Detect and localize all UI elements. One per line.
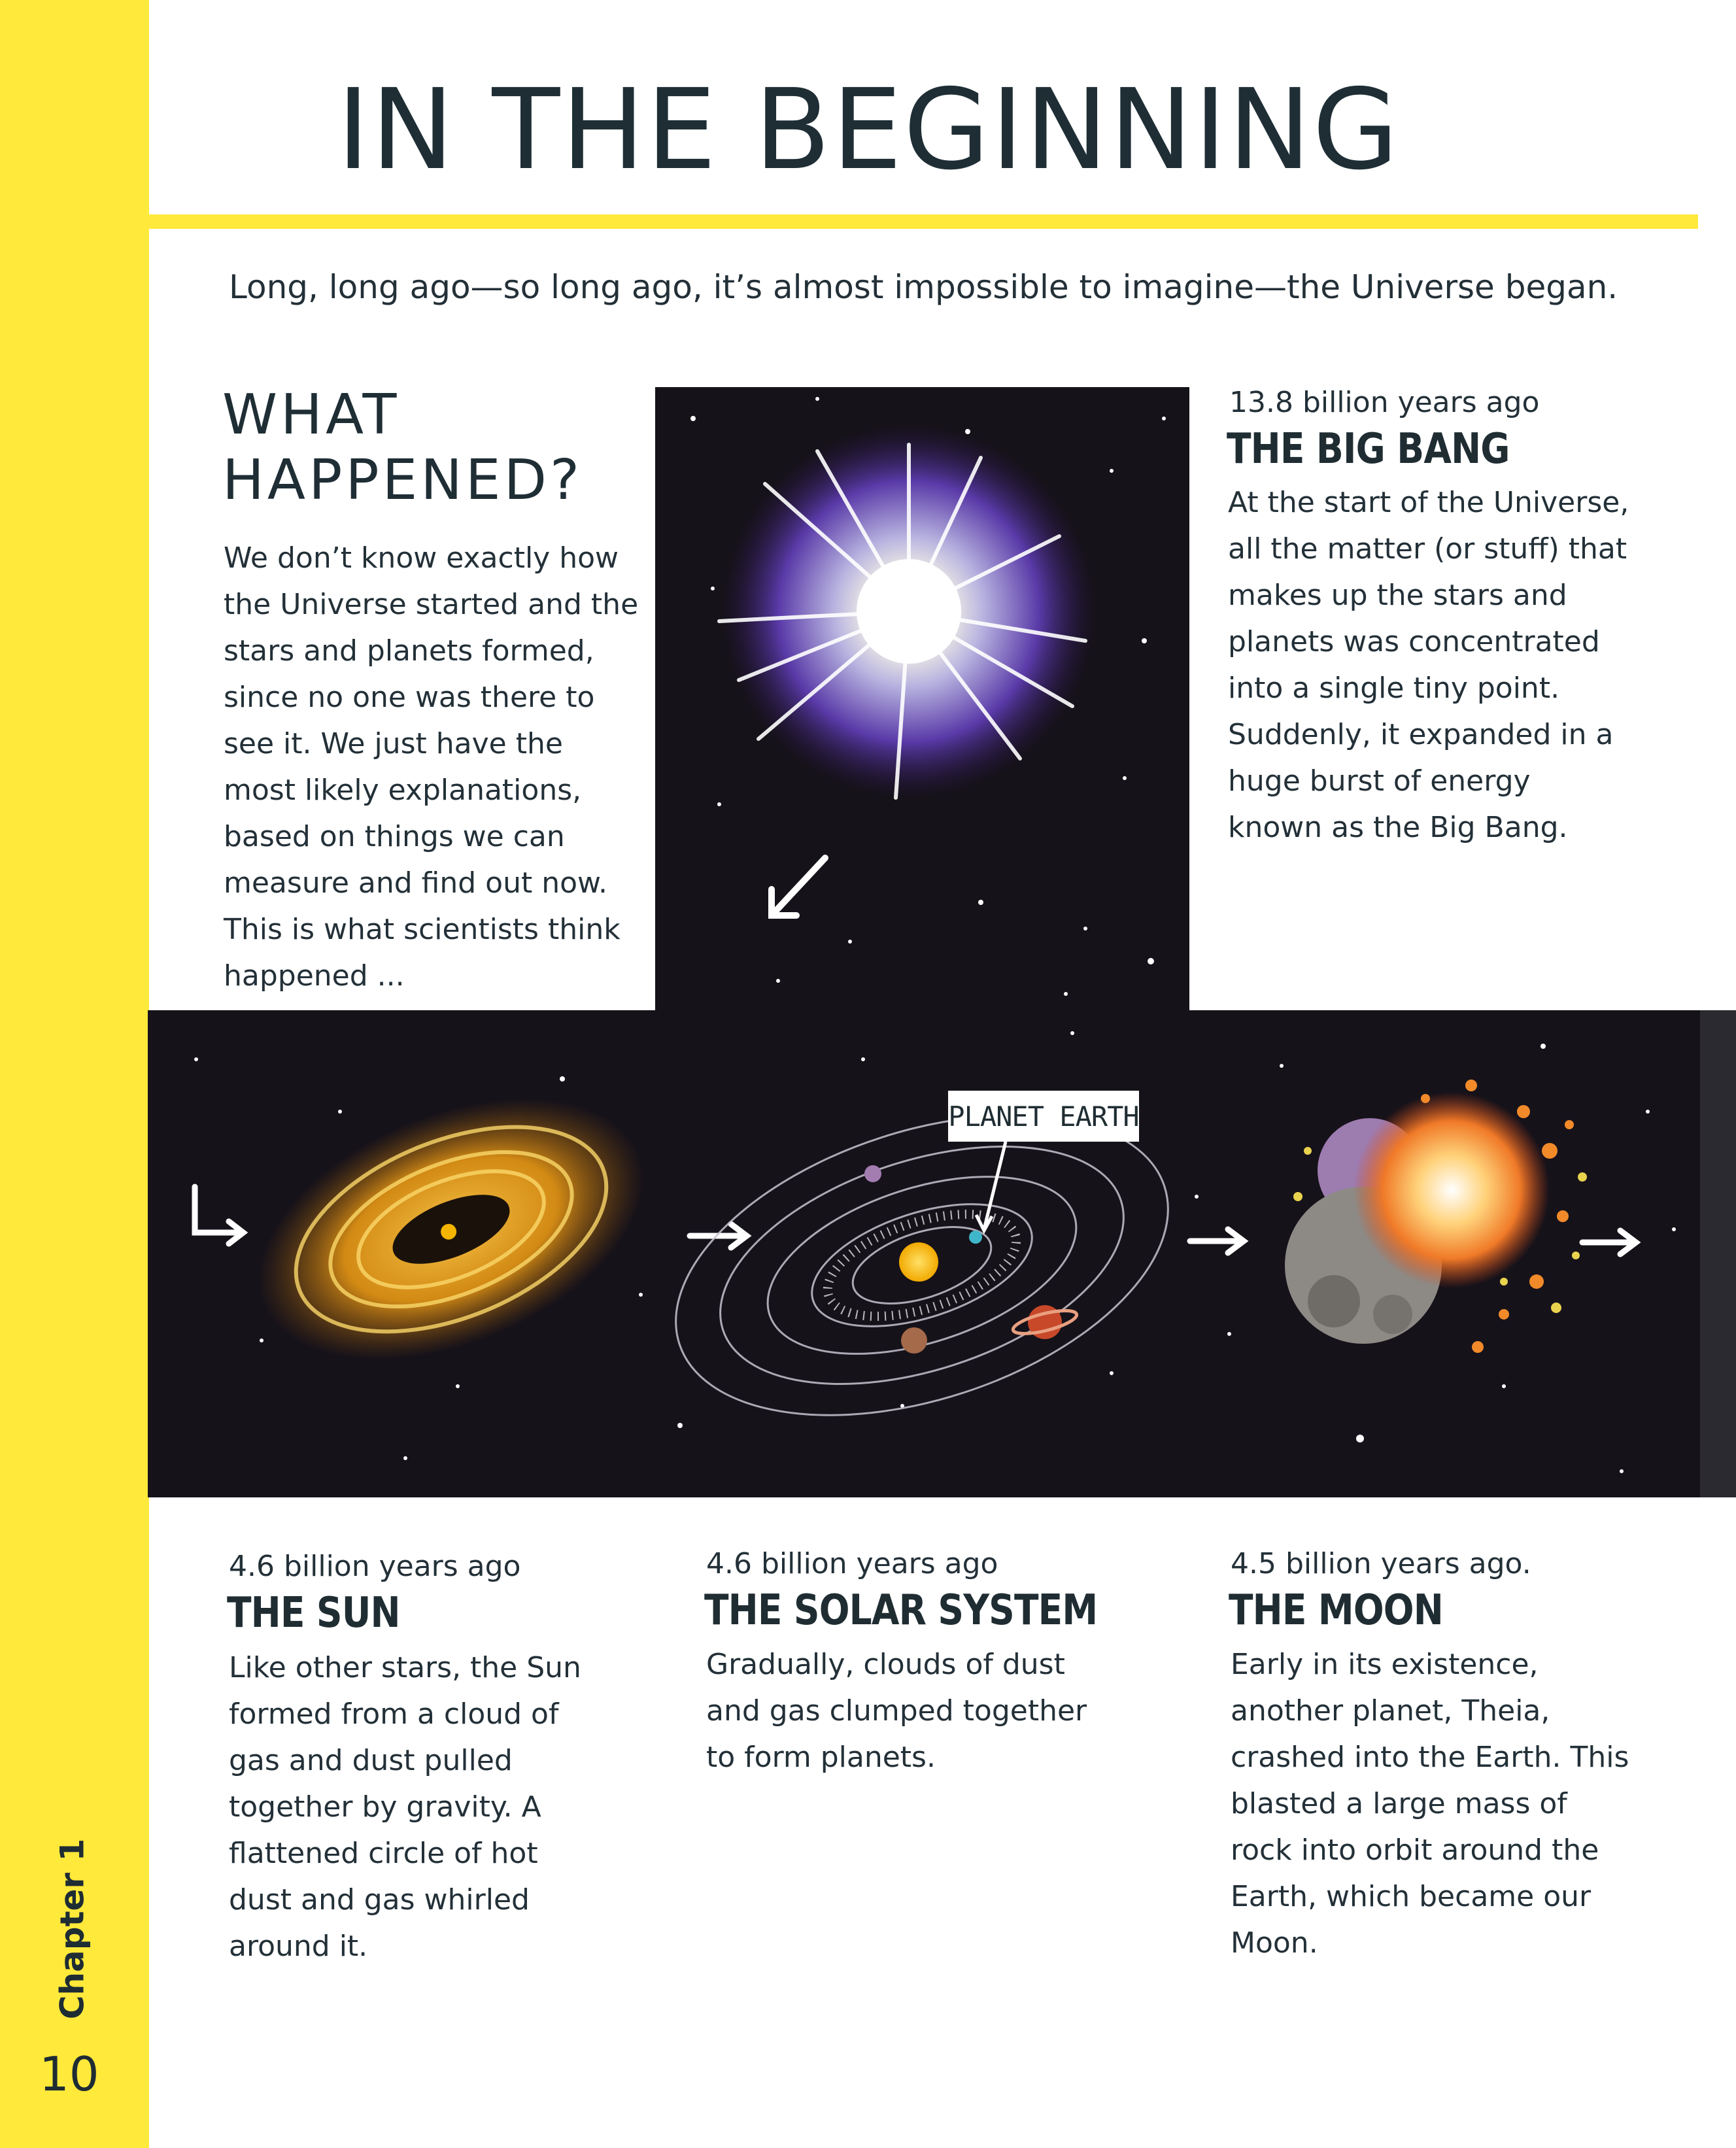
chapter-label-text: Chapter 1 xyxy=(53,1838,91,2020)
what-happened-heading xyxy=(222,383,583,513)
intro-text: Long, long ago—so long ago, it’s almost impossible to imagine—the Universe began. xyxy=(229,268,1618,306)
what-happened-body: We don’t know exactly how the Universe started and the stars and planets formed, since no one was there to see it. We just have the most likely explanations, based on things we can measure and find out now. This is what scientists think happened ... xyxy=(224,541,639,993)
moon-title: THE MOON xyxy=(1229,1586,1443,1635)
solar-system-title: THE SOLAR SYSTEM xyxy=(704,1586,1098,1635)
big-bang-title: THE BIG BANG xyxy=(1227,425,1510,473)
planet-earth-label: PLANET EARTH xyxy=(948,1100,1139,1133)
moon-body: Early in its existence, another planet, Theia, crashed into the Earth. This blasted a large mass of rock into orbit around the Earth, which became our Moon. xyxy=(1231,1648,1629,1960)
sun-body: Like other stars, the Sun formed from a cloud of gas and dust pulled together by gravity. A flattened circle of hot dust and gas whirled around it. xyxy=(229,1651,581,1963)
solar-system-body: Gradually, clouds of dust and gas clumped together to form planets. xyxy=(706,1648,1087,1774)
big-bang-date: 13.8 billion years ago xyxy=(1229,386,1540,419)
big-bang-body: At the start of the Universe, all the matter (or stuff) that makes up the stars and planets was concentrated into a single tiny point. Suddenly, it expanded in a huge burst of energy known as the Big Bang. xyxy=(1228,486,1629,844)
what-happened-line1: WHAT xyxy=(222,383,400,447)
sun-date: 4.6 billion years ago xyxy=(229,1550,521,1583)
moon-date: 4.5 billion years ago. xyxy=(1231,1547,1531,1580)
sun-title: THE SUN xyxy=(227,1589,400,1637)
page-number: 10 xyxy=(39,2047,99,2102)
page-title: IN THE BEGINNING xyxy=(337,65,1400,195)
what-happened-line2: HAPPENED? xyxy=(222,448,583,513)
solar-system-date: 4.6 billion years ago xyxy=(706,1547,998,1580)
